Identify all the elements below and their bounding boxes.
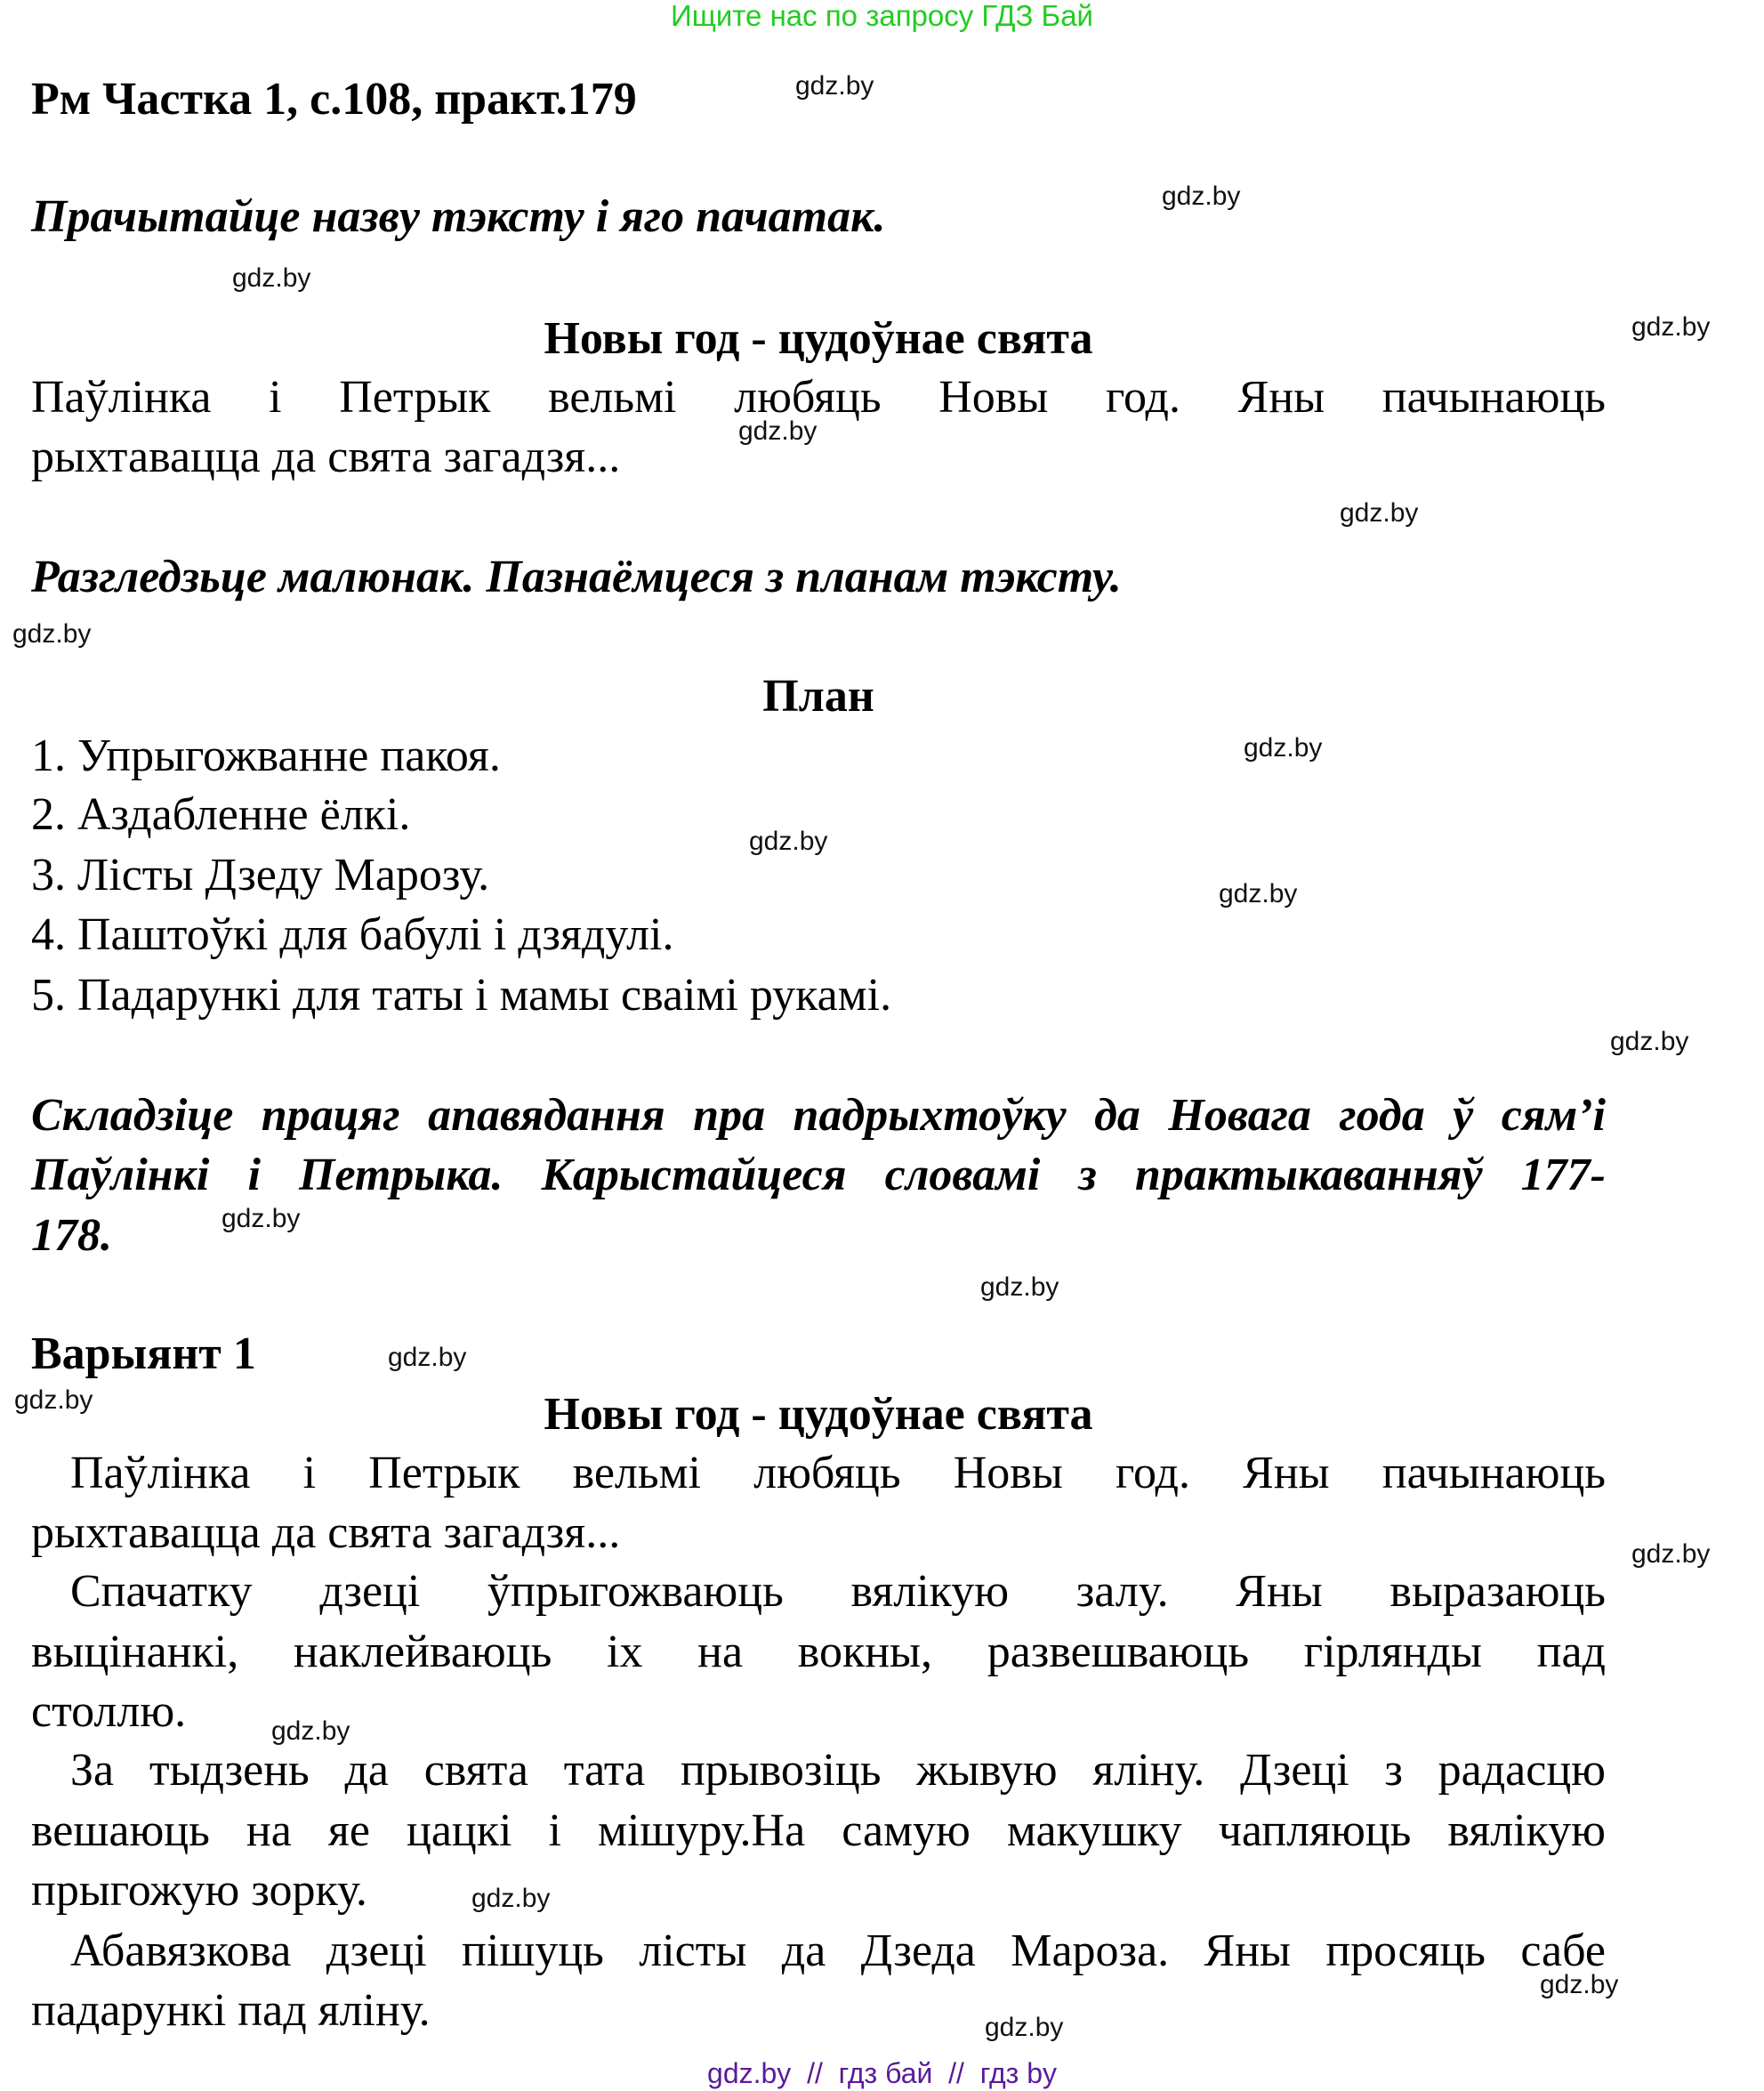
intro-line: Паўлінка і Петрык вельмі любяць Новы год. Яны пачынаюць (31, 372, 1606, 423)
instruction-2: Разгледзьце малюнак. Пазнаёмцеся з планам тэксту. (31, 552, 1122, 602)
watermark: gdz.by (1540, 1970, 1619, 1999)
watermark: gdz.by (271, 1716, 350, 1746)
variant-line: вешаюць на яе цацкі і мішуру.На самую макушку чапляюць вялікую (31, 1805, 1606, 1856)
variant-line: выцінанкі, наклейваюць іх на вокны, развешваюць гірлянды пад (31, 1627, 1606, 1677)
variant-line: прыгожую зорку. (31, 1865, 367, 1916)
instruction-3-line: Паўлінкі і Петрыка. Карыстайцеся словамі з практыкаванняў 177- (31, 1150, 1606, 1200)
watermark: gdz.by (14, 1385, 93, 1415)
footer-links[interactable]: gdz.by // гдз бай // гдз by (707, 2057, 1057, 2089)
page-title: Рм Частка 1, с.108, практ.179 (31, 74, 637, 125)
watermark: gdz.by (980, 1272, 1059, 1302)
text-heading: Новы год - цудоўнае свята (544, 313, 1093, 364)
variant-label: Варыянт 1 (31, 1328, 256, 1379)
variant-line: рыхтавацца да свята загадзя... (31, 1507, 621, 1558)
search-banner: Ищите нас по запросу ГДЗ Бай (671, 0, 1093, 32)
watermark: gdz.by (12, 619, 92, 649)
plan-item: 5. Падарункі для таты і мамы сваімі рукамі. (31, 970, 892, 1021)
watermark: gdz.by (985, 2013, 1064, 2042)
watermark: gdz.by (738, 416, 818, 446)
variant-line: Спачатку дзеці ўпрыгожваюць вялікую залу. Яны выразаюць (70, 1566, 1606, 1617)
watermark: gdz.by (1631, 312, 1711, 342)
variant-heading: Новы год - цудоўнае свята (544, 1389, 1093, 1440)
watermark: gdz.by (1244, 733, 1323, 763)
watermark: gdz.by (1162, 182, 1241, 211)
plan-item: 4. Паштоўкі для бабулі і дзядулі. (31, 909, 674, 960)
watermark: gdz.by (471, 1884, 551, 1913)
watermark: gdz.by (1340, 498, 1419, 528)
instruction-3-line: 178. (31, 1210, 112, 1261)
instruction-3-line: Складзіце працяг апавядання пра падрыхтоўку да Новага года ў сям’і (31, 1090, 1606, 1141)
watermark: gdz.by (795, 71, 874, 101)
watermark: gdz.by (388, 1343, 467, 1372)
variant-line: За тыдзень да свята тата прывозіць жывую яліну. Дзеці з радасцю (70, 1745, 1606, 1796)
variant-line: столлю. (31, 1686, 187, 1737)
plan-item: 1. Упрыгожванне пакоя. (31, 731, 501, 781)
variant-line: падарункі пад яліну. (31, 1985, 431, 2036)
variant-line: Паўлінка і Петрык вельмі любяць Новы год. Яны пачынаюць (70, 1448, 1606, 1498)
watermark: gdz.by (1631, 1539, 1711, 1569)
watermark: gdz.by (1219, 879, 1298, 908)
plan-item: 2. Аздабленне ёлкі. (31, 789, 411, 840)
watermark: gdz.by (232, 263, 311, 293)
watermark: gdz.by (222, 1204, 301, 1233)
plan-heading: План (762, 671, 874, 722)
plan-item: 3. Лісты Дзеду Марозу. (31, 850, 490, 900)
watermark: gdz.by (1610, 1027, 1689, 1056)
watermark: gdz.by (749, 827, 828, 856)
intro-line: рыхтавацца да свята загадзя... (31, 432, 621, 482)
instruction-1: Прачытайце назву тэксту і яго пачатак. (31, 191, 886, 242)
variant-line: Абавязкова дзеці пішуць лісты да Дзеда Мароза. Яны просяць сабе (70, 1925, 1606, 1976)
